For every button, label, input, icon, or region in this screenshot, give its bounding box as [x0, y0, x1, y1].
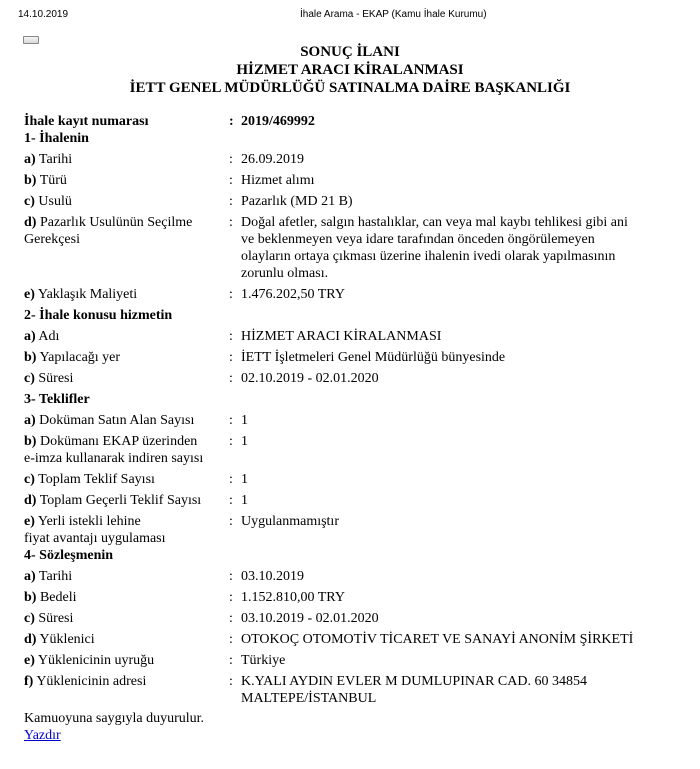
registration-label: İhale kayıt numarası	[24, 114, 149, 129]
item-prefix: a)	[24, 569, 36, 584]
item-label: Dokümanı EKAP üzerinden	[39, 434, 198, 449]
section-3-row-a	[24, 412, 684, 429]
item-label: Yerli istekli lehine	[37, 514, 141, 529]
contractor-value: OTOKOÇ OTOMOTİV TİCARET VE SANAYİ ANONİM ŞİRKETİ	[241, 632, 634, 647]
section-3-row-b	[24, 433, 684, 467]
colon: :	[229, 674, 233, 689]
contractor-nationality-value: Türkiye	[241, 653, 286, 668]
procedure-reason-value	[241, 214, 684, 282]
colon: :	[229, 653, 233, 668]
colon: :	[229, 173, 233, 188]
item-prefix: c)	[24, 194, 35, 209]
service-name-value: HİZMET ARACI KİRALANMASI	[241, 329, 442, 344]
item-prefix: d)	[24, 632, 37, 647]
section-4-row-f	[24, 673, 684, 707]
contractor-address-value	[241, 673, 684, 707]
item-label: Bedeli	[39, 590, 77, 605]
section-4-row-e	[24, 652, 684, 669]
colon: :	[229, 590, 233, 605]
section-2-row-c	[24, 370, 684, 387]
tender-procedure-value: Pazarlık (MD 21 B)	[241, 194, 353, 209]
colon: :	[229, 152, 233, 167]
section-3-title: 3- Teklifler	[24, 392, 90, 407]
item-prefix: f)	[24, 674, 34, 689]
announcement-title	[0, 43, 700, 97]
item-prefix: b)	[24, 434, 37, 449]
address-line: MALTEPE/İSTANBUL	[241, 691, 377, 706]
reason-line: olayların ortaya çıkması üzerine ihalenin ivedi olarak yapılmasının	[241, 249, 616, 264]
item-prefix: c)	[24, 371, 35, 386]
colon: :	[229, 194, 233, 209]
colon: :	[229, 329, 233, 344]
colon: :	[229, 215, 233, 230]
total-bids-value: 1	[241, 472, 248, 487]
print-link[interactable]: Yazdır	[24, 728, 61, 743]
section-3-row-d	[24, 492, 684, 509]
colon: :	[229, 114, 234, 129]
item-label: Pazarlık Usulünün Seçilme	[39, 215, 193, 230]
colon: :	[229, 413, 233, 428]
tender-date-value: 26.09.2019	[241, 152, 304, 167]
domestic-advantage-value: Uygulanmamıştır	[241, 514, 339, 529]
item-label: Gerekçesi	[24, 232, 80, 247]
item-prefix: c)	[24, 611, 35, 626]
title-line-2: HİZMET ARACI KİRALANMASI	[236, 62, 464, 78]
service-duration-value: 02.10.2019 - 02.01.2020	[241, 371, 379, 386]
tender-details	[24, 113, 684, 707]
footer	[24, 710, 204, 744]
item-label: e-imza kullanarak indiren sayısı	[24, 451, 204, 466]
ekap-downloads-value: 1	[241, 434, 248, 449]
colon: :	[229, 569, 233, 584]
item-label: Yaklaşık Maliyeti	[37, 287, 138, 302]
item-prefix: a)	[24, 413, 36, 428]
document-buyers-value: 1	[241, 413, 248, 428]
reason-line: Doğal afetler, salgın hastalıklar, can veya mal kaybı tehlikesi gibi ani	[241, 215, 628, 230]
item-label: Tarihi	[38, 152, 73, 167]
item-label: Süresi	[38, 611, 74, 626]
estimated-cost-value: 1.476.202,50 TRY	[241, 287, 345, 302]
print-header	[18, 9, 682, 23]
section-1-row-c	[24, 193, 684, 210]
closing-text: Kamuoyuna saygıyla duyurulur.	[24, 711, 205, 726]
section-3-row-c	[24, 471, 684, 488]
reason-line: zorunlu olması.	[241, 266, 329, 281]
section-4-row-a	[24, 568, 684, 585]
item-label: Doküman Satın Alan Sayısı	[39, 413, 195, 428]
section-1-row-a	[24, 151, 684, 168]
item-prefix: e)	[24, 653, 35, 668]
item-prefix: d)	[24, 493, 37, 508]
title-line-3: İETT GENEL MÜDÜRLÜĞÜ SATINALMA DAİRE BAŞKANLIĞI	[129, 80, 571, 96]
item-label: Usulü	[38, 194, 72, 209]
section-2-title: 2- İhale konusu hizmetin	[24, 308, 173, 323]
section-1-row-d	[24, 214, 684, 282]
item-prefix: b)	[24, 590, 37, 605]
section-1-row-b	[24, 172, 684, 189]
colon: :	[229, 632, 233, 647]
print-date: 14.10.2019	[18, 9, 69, 20]
item-label: Yüklenicinin uyruğu	[37, 653, 155, 668]
item-prefix: a)	[24, 152, 36, 167]
item-label: Süresi	[38, 371, 74, 386]
section-2-row-a	[24, 328, 684, 345]
service-location-value: İETT İşletmeleri Genel Müdürlüğü bünyesinde	[241, 350, 506, 365]
section-2-row-b	[24, 349, 684, 366]
section-4-row-b	[24, 589, 684, 606]
item-label: Tarihi	[38, 569, 73, 584]
section-4-row-c	[24, 610, 684, 627]
registration-row	[24, 113, 684, 130]
section-4-row-d	[24, 631, 684, 648]
colon: :	[229, 434, 233, 449]
colon: :	[229, 493, 233, 508]
reason-line: ve beklenmeyen veya idare tarafından önceden öngörülemeyen	[241, 232, 595, 247]
item-prefix: e)	[24, 287, 35, 302]
item-label: Yapılacağı yer	[39, 350, 121, 365]
item-prefix: a)	[24, 329, 36, 344]
item-prefix: b)	[24, 173, 37, 188]
item-label: Toplam Geçerli Teklif Sayısı	[39, 493, 202, 508]
item-label: Türü	[39, 173, 67, 188]
item-label: Toplam Teklif Sayısı	[38, 472, 155, 487]
tender-type-value: Hizmet alımı	[241, 173, 315, 188]
section-3-row-e	[24, 513, 684, 547]
contract-price-value: 1.152.810,00 TRY	[241, 590, 345, 605]
address-line: K.YALI AYDIN EVLER M DUMLUPINAR CAD. 60 34854	[241, 674, 587, 689]
section-1-title: 1- İhalenin	[24, 131, 89, 146]
colon: :	[229, 371, 233, 386]
colon: :	[229, 287, 233, 302]
colon: :	[229, 350, 233, 365]
colon: :	[229, 514, 233, 529]
section-1-row-e	[24, 286, 684, 303]
title-line-1: SONUÇ İLANI	[300, 44, 400, 60]
contract-date-value: 03.10.2019	[241, 569, 304, 584]
valid-bids-value: 1	[241, 493, 248, 508]
contract-duration-value: 03.10.2019 - 02.01.2020	[241, 611, 379, 626]
item-label: fiyat avantajı uygulaması	[24, 531, 166, 546]
item-prefix: e)	[24, 514, 35, 529]
registration-value: 2019/469992	[241, 114, 315, 129]
print-page-title: İhale Arama - EKAP (Kamu İhale Kurumu)	[300, 9, 487, 20]
item-prefix: b)	[24, 350, 37, 365]
section-4-title: 4- Sözleşmenin	[24, 548, 114, 563]
item-label: Adı	[38, 329, 60, 344]
item-label: Yüklenicinin adresi	[36, 674, 147, 689]
item-prefix: c)	[24, 472, 35, 487]
item-label: Yüklenici	[39, 632, 95, 647]
colon: :	[229, 472, 233, 487]
item-prefix: d)	[24, 215, 37, 230]
colon: :	[229, 611, 233, 626]
